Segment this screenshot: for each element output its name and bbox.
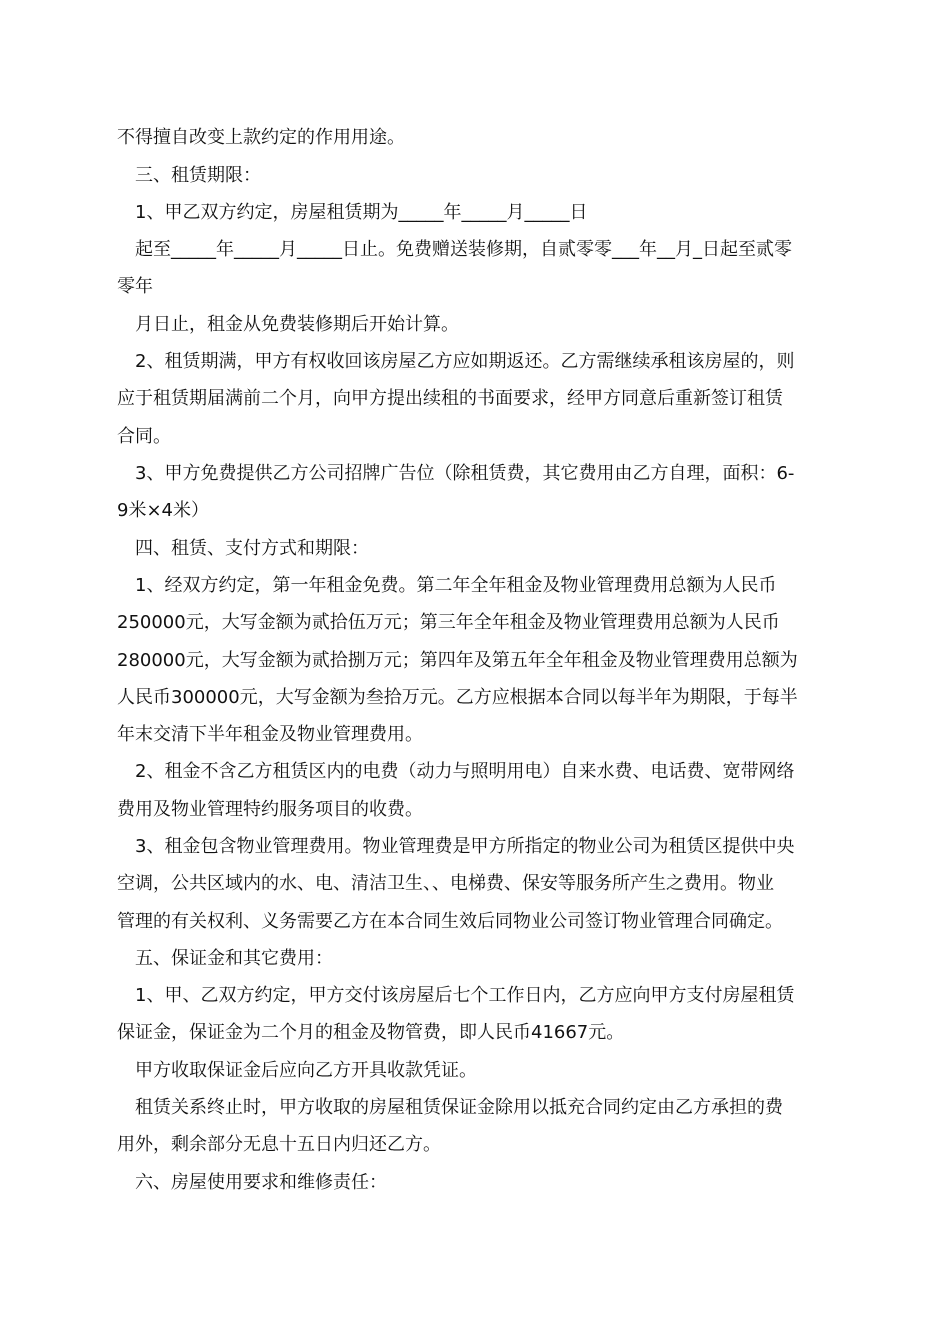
text-line: 零年 xyxy=(117,276,153,297)
text-line: 9米×4米） xyxy=(117,500,209,521)
section-heading: 五、保证金和其它费用： xyxy=(135,948,333,969)
text-line: 租赁关系终止时，甲方收取的房屋租赁保证金除用以抵充合同约定由乙方承担的费 xyxy=(135,1097,783,1118)
text-line: 2、租赁期满，甲方有权收回该房屋乙方应如期返还。乙方需继续承租该房屋的，则 xyxy=(135,351,795,372)
text-line: 费用及物业管理特约服务项目的收费。 xyxy=(117,799,423,820)
text-line: 甲方收取保证金后应向乙方开具收款凭证。 xyxy=(135,1060,477,1081)
text-line: 不得擅自改变上款约定的作用用途。 xyxy=(117,127,405,148)
text-line: 应于租赁期届满前二个月，向甲方提出续租的书面要求，经甲方同意后重新签订租赁 xyxy=(117,388,783,409)
text-line: 1、经双方约定，第一年租金免费。第二年全年租金及物业管理费用总额为人民币 xyxy=(135,575,777,596)
text-line: 年末交清下半年租金及物业管理费用。 xyxy=(117,724,423,745)
text-line: 管理的有关权利、义务需要乙方在本合同生效后同物业公司签订物业管理合同确定。 xyxy=(117,911,783,932)
text-line: 空调，公共区域内的水、电、清洁卫生、、电梯费、保安等服务所产生之费用。物业 xyxy=(117,873,774,894)
text-line: 人民币300000元，大写金额为叁拾万元。乙方应根据本合同以每半年为期限，于每半 xyxy=(117,687,798,708)
text-line: 250000元，大写金额为贰拾伍万元；第三年全年租金及物业管理费用总额为人民币 xyxy=(117,612,780,633)
text-line: 1、甲乙双方约定，房屋租赁期为_____年_____月_____日 xyxy=(135,202,588,223)
text-line: 3、甲方免费提供乙方公司招牌广告位（除租赁费，其它费用由乙方自理，面积：6- xyxy=(135,463,795,484)
text-line: 月日止，租金从免费装修期后开始计算。 xyxy=(135,314,459,335)
section-heading: 四、租赁、支付方式和期限： xyxy=(135,538,369,559)
text-line: 起至_____年_____月_____日止。免费赠送装修期，自贰零零___年__月_日起至贰零 xyxy=(135,239,792,260)
text-line: 用外，剩余部分无息十五日内归还乙方。 xyxy=(117,1134,441,1155)
text-line: 2、租金不含乙方租赁区内的电费（动力与照明用电）自来水费、电话费、宽带网络 xyxy=(135,761,795,782)
text-line: 3、租金包含物业管理费用。物业管理费是甲方所指定的物业公司为租赁区提供中央 xyxy=(135,836,795,857)
text-line: 280000元，大写金额为贰拾捌万元；第四年及第五年全年租金及物业管理费用总额为 xyxy=(117,650,798,671)
section-heading: 六、房屋使用要求和维修责任： xyxy=(135,1172,387,1193)
text-line: 1、甲、乙双方约定，甲方交付该房屋后七个工作日内，乙方应向甲方支付房屋租赁 xyxy=(135,985,795,1006)
text-line: 保证金，保证金为二个月的租金及物管费，即人民币41667元。 xyxy=(117,1022,625,1043)
section-heading: 三、租赁期限： xyxy=(135,165,261,186)
text-line: 合同。 xyxy=(117,426,171,447)
